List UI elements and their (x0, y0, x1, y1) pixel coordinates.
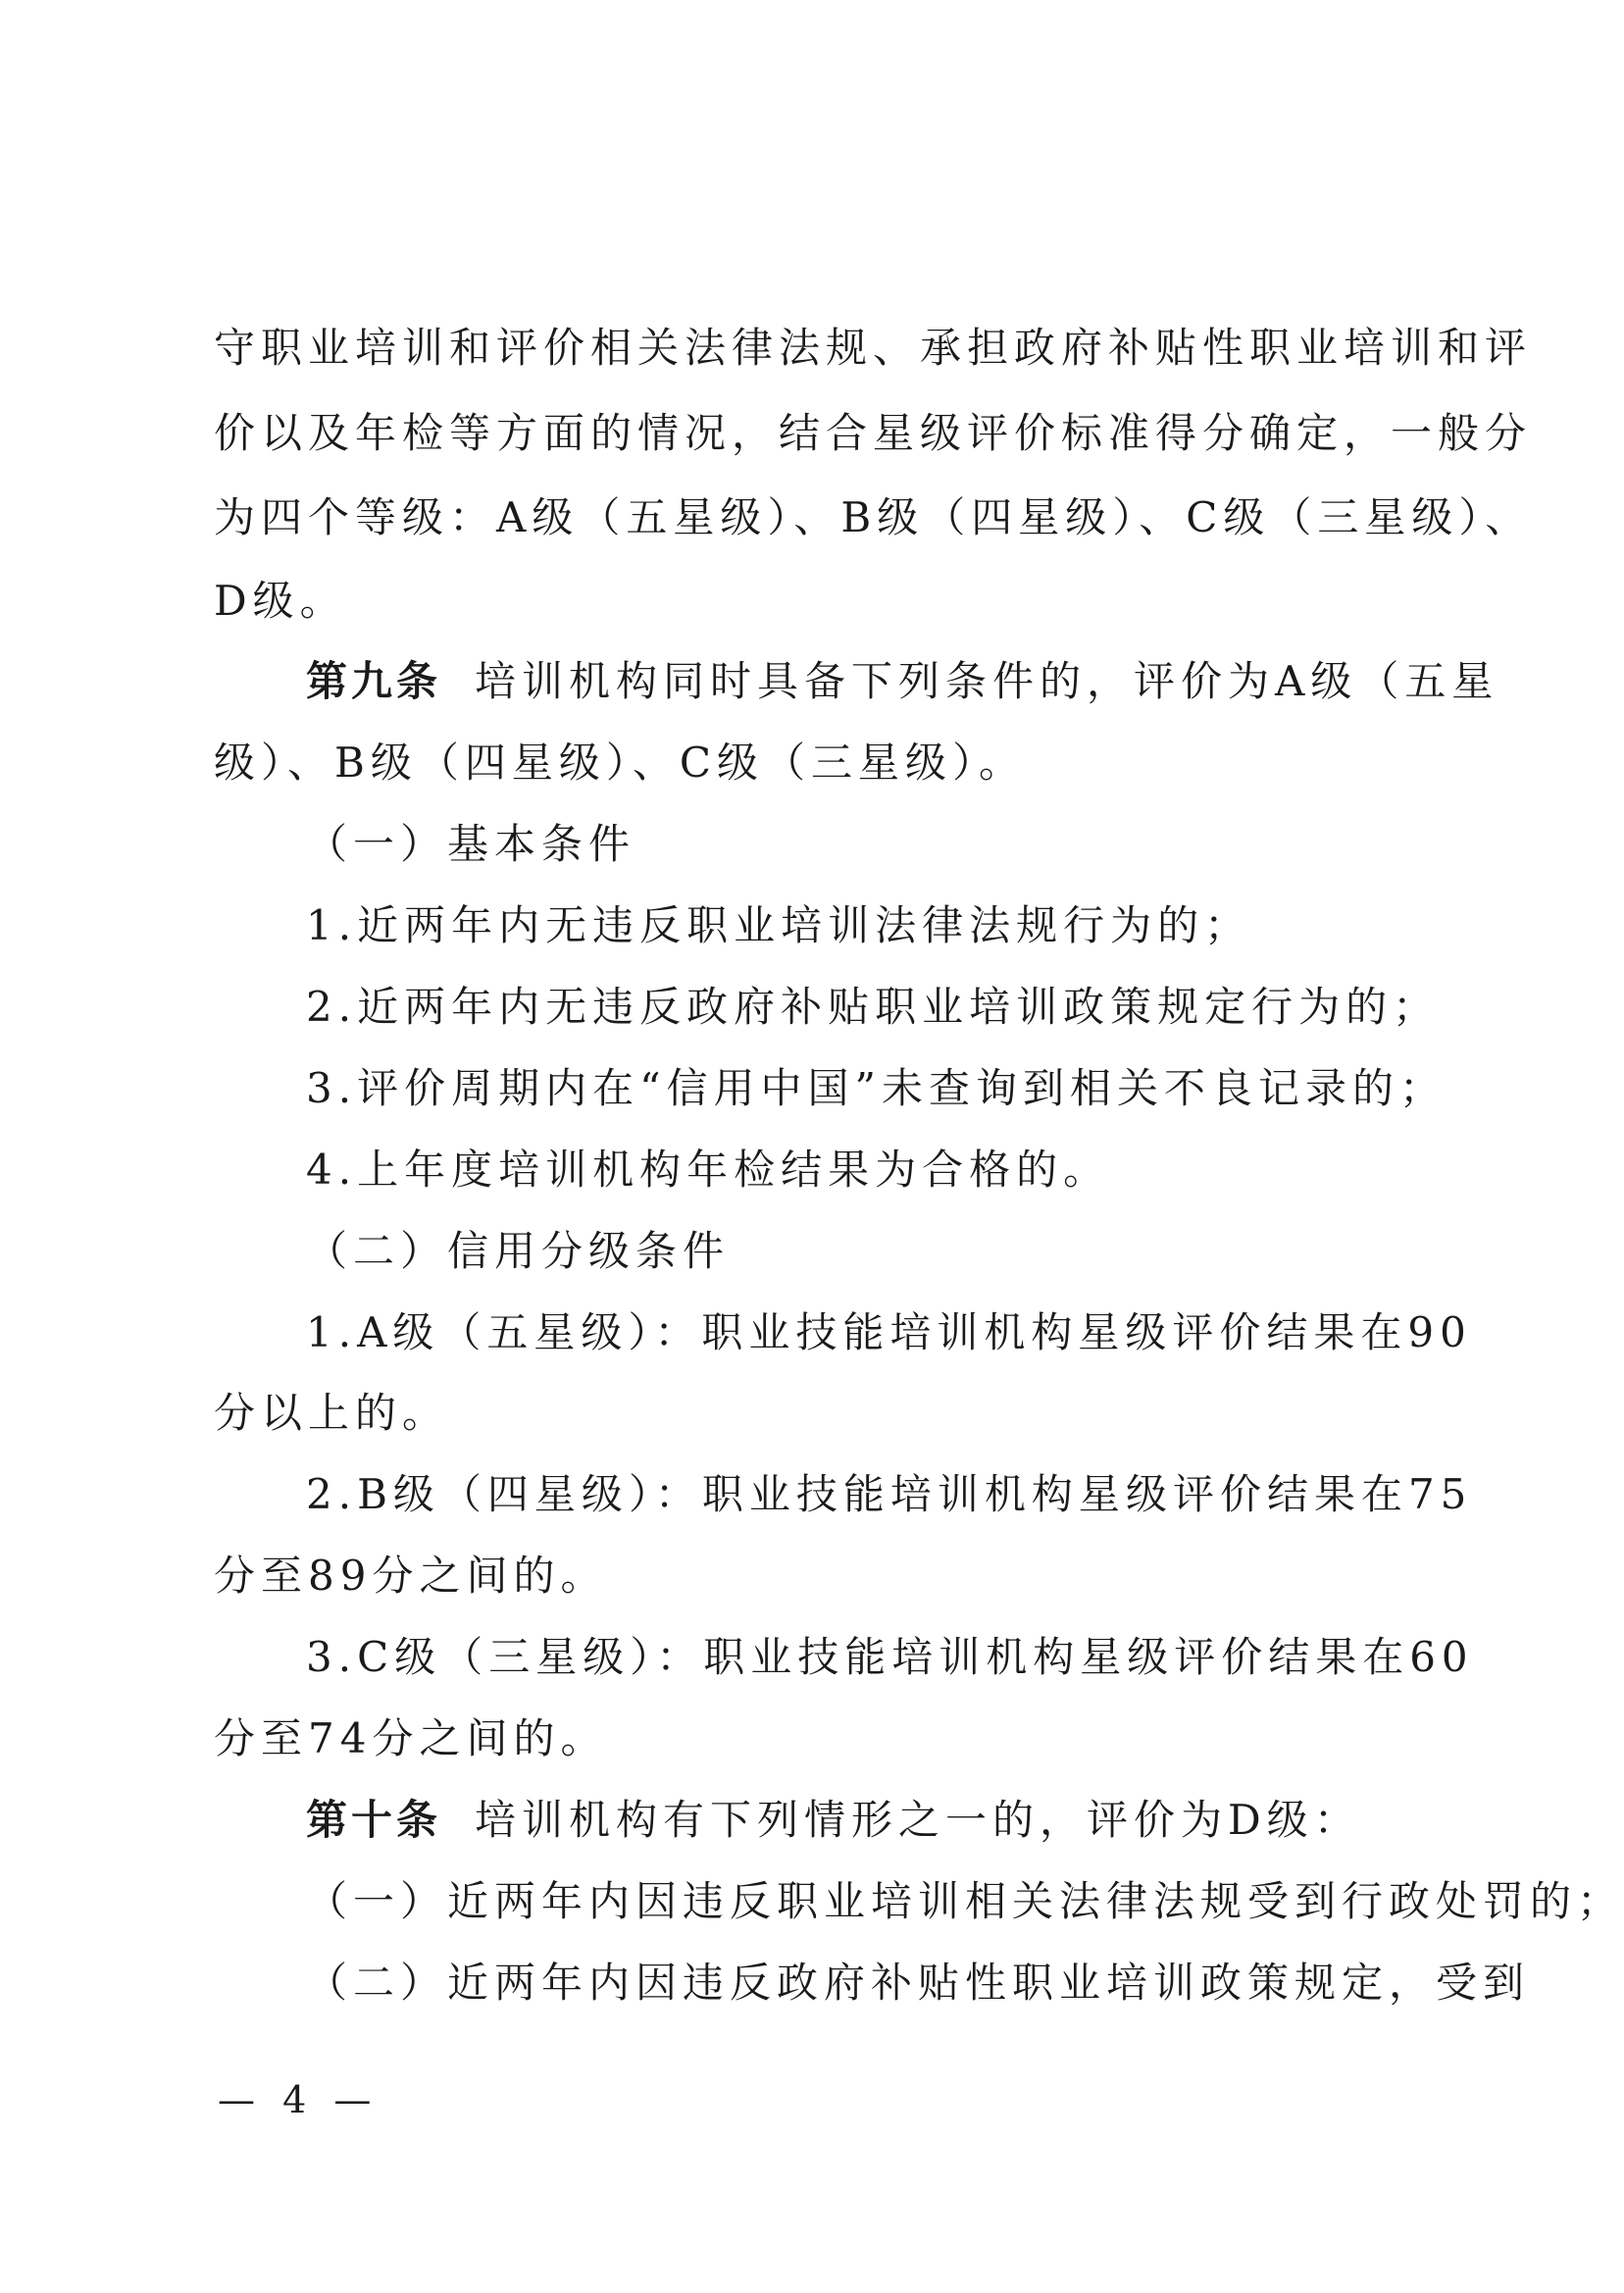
article-10-heading: 第十条 (306, 1796, 442, 1844)
basic-item-4: 4.上年度培训机构年检结果为合格的。 (306, 1146, 1111, 1194)
article-9-text: 培训机构同时具备下列条件的，评价为A级（五星 (475, 657, 1499, 705)
article-10-text: 培训机构有下列情形之一的，评价为D级： (475, 1796, 1361, 1844)
paragraph-line: 价以及年检等方面的情况，结合星级评价标准得分确定，一般分 (214, 409, 1533, 457)
basic-item-2: 2.近两年内无违反政府补贴职业培训政策规定行为的； (306, 983, 1441, 1031)
article-9-line (306, 652, 1499, 711)
grade-item-a-line-2: 分以上的。 (214, 1389, 450, 1437)
article-9-heading: 第九条 (306, 657, 442, 705)
grade-item-c-line-1: 3.C级（三星级）：职业技能培训机构星级评价结果在60 (306, 1633, 1474, 1681)
article-10-item-1: （一）近两年内因违反职业培训相关法律法规受到行政处罚的； (306, 1877, 1624, 1925)
paragraph-line: 守职业培训和评价相关法律法规、承担政府补贴性职业培训和评 (214, 324, 1533, 372)
paragraph-line: D级。 (214, 577, 347, 625)
page-number: — 4 — (218, 2078, 380, 2121)
article-10-item-2: （二）近两年内因违反政府补贴性职业培训政策规定，受到 (306, 1959, 1531, 2007)
section-title-credit: （二）信用分级条件 (306, 1227, 731, 1275)
paragraph-line: 为四个等级：A级（五星级）、B级（四星级）、C级（三星级）、 (214, 493, 1533, 541)
basic-item-3: 3.评价周期内在“信用中国”未查询到相关不良记录的； (306, 1064, 1447, 1112)
grade-item-c-line-2: 分至74分之间的。 (214, 1714, 608, 1762)
grade-item-b-line-2: 分至89分之间的。 (214, 1552, 608, 1600)
article-10-line (306, 1791, 1420, 1850)
article-9-line-2: 级）、B级（四星级）、C级（三星级）。 (214, 739, 1027, 787)
basic-item-1: 1.近两年内无违反职业培训法律法规行为的； (306, 901, 1252, 949)
section-title-basic: （一）基本条件 (306, 820, 636, 868)
grade-item-b-line-1: 2.B级（四星级）：职业技能培训机构星级评价结果在75 (306, 1470, 1473, 1518)
grade-item-a-line-1: 1.A级（五星级）：职业技能培训机构星级评价结果在90 (306, 1308, 1472, 1356)
